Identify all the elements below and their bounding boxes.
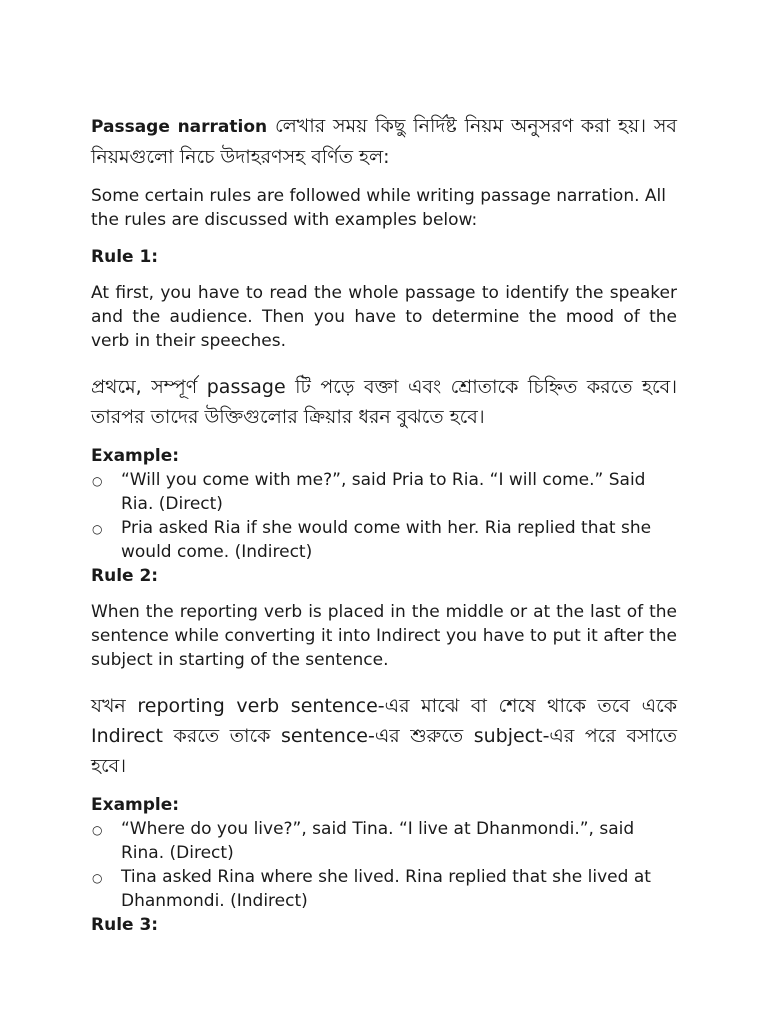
example-text: Tina asked Rina where she lived. Rina replied that she lived at Dhanmondi. (Indirect) <box>121 867 651 911</box>
rule-1-example-label: Example: <box>91 446 180 466</box>
intro-english-paragraph: Some certain rules are followed while writing passage narration. All the rules are discussed with examples below: <box>91 186 666 230</box>
example-text: “Will you come with me?”, said Pria to Ria. “I will come.” Said Ria. (Direct) <box>121 470 646 514</box>
rule-2-english-paragraph: When the reporting verb is placed in the middle or at the last of the sentence while converting it into Indirect you have to put it after the subject in starting of the sentence. <box>91 602 677 670</box>
rule-2-bengali-paragraph: যখন reporting verb sentence-এর মাঝে বা শেষে থাকে তবে একে Indirect করতে তাকে sentence-এর শুরুতে subject-এর পরে বসাতে হবে। <box>91 695 677 777</box>
intro-bold-term: Passage narration <box>91 117 268 137</box>
rule-1-heading: Rule 1: <box>91 247 159 267</box>
rule-2-heading: Rule 2: <box>91 566 159 586</box>
example-text: Pria asked Ria if she would come with her. Ria replied that she would come. (Indirect) <box>121 518 652 562</box>
bullet-circle-icon: ○ <box>92 871 103 885</box>
rule-1-bengali-paragraph: প্রথমে, সম্পূর্ণ passage টি পড়ে বক্তা এবং শ্রোতাকে চিহ্নিত করতে হবে। তারপর তাদের উক্তিগুলোর ক্রিয়ার ধরন বুঝতে হবে। <box>91 376 677 428</box>
intro-bengali-paragraph <box>91 111 677 172</box>
rule-1-english-paragraph: At first, you have to read the whole passage to identify the speaker and the audience. Then you have to determine the mood of the verb in their speeches. <box>91 283 677 351</box>
rule-2-example-label: Example: <box>91 795 180 815</box>
list-item <box>91 865 677 913</box>
rule-3-heading: Rule 3: <box>91 915 159 935</box>
bullet-circle-icon: ○ <box>92 823 103 837</box>
bullet-circle-icon: ○ <box>92 522 103 536</box>
list-item <box>91 817 677 865</box>
document-body <box>91 92 677 937</box>
example-text: “Where do you live?”, said Tina. “I live at Dhanmondi.”, said Rina. (Direct) <box>121 819 635 863</box>
rule-1-example-list <box>91 468 677 564</box>
list-item <box>91 468 677 516</box>
intro-bengali-text: লেখার সময় কিছু নির্দিষ্ট নিয়ম অনুসরণ করা হয়। সব নিয়মগুলো নিচে উদাহরণসহ বর্ণিত হল: <box>91 115 677 168</box>
list-item <box>91 516 677 564</box>
bullet-circle-icon: ○ <box>92 474 103 488</box>
rule-2-example-list <box>91 817 677 913</box>
